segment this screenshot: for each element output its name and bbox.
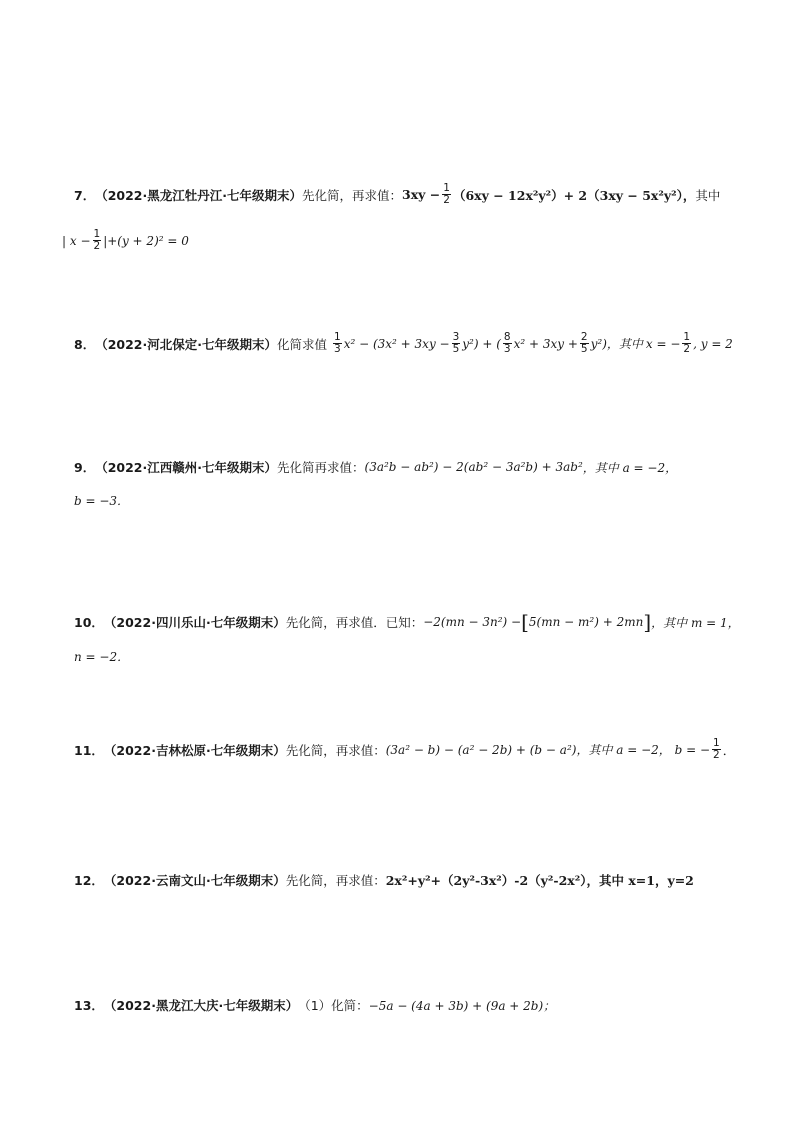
problem-instruction: 先化简，再求值： <box>285 873 386 888</box>
right-bracket: ] <box>643 610 652 634</box>
condition-part: |+(y + 2)² = 0 <box>103 233 189 248</box>
left-bracket: [ <box>521 610 529 634</box>
problem-number: 10． <box>74 615 104 630</box>
condition-part: | x − <box>62 233 91 248</box>
expression: 2x²+y²+（2y²-3x²）-2（y²-2x²），其中 x=1，y=2 <box>385 873 694 888</box>
expression: (3a² − b) − (a² − 2b) + (b − a²) <box>385 742 577 757</box>
problem-instruction: 先化简，再求值： <box>302 187 403 203</box>
expression-part: （6xy − 12x²y²）+ 2（3xy − 5x²y²）， <box>452 187 696 203</box>
condition: b = −3． <box>74 494 130 508</box>
problem-instruction: 化简求值 <box>277 336 328 352</box>
problem-number: 13． <box>74 998 104 1013</box>
problem-source: （2022·云南文山·七年级期末） <box>103 873 286 888</box>
problem-11-line1 <box>74 738 735 761</box>
expression-part: , y = 2 <box>693 336 733 351</box>
expression-part: y²) + ( <box>462 336 501 351</box>
fraction: $\frac{1}{2}$ <box>93 228 101 252</box>
problem-source: （2022·吉林松原·七年级期末） <box>103 742 286 758</box>
problem-instruction: （1）化简： <box>298 998 369 1013</box>
problem-source: （2022·黑龙江牡丹江·七年级期末） <box>95 187 302 203</box>
problem-tail: 其中 <box>695 187 721 203</box>
condition: n = −2． <box>74 650 130 664</box>
problem-source: （2022·黑龙江大庆·七年级期末） <box>103 998 299 1013</box>
problem-tail: ，其中 a = −2， <box>582 460 678 475</box>
expression-part: 5(mn − m²) + 2mn <box>528 615 644 629</box>
problem-instruction: 先化简，再求值： <box>285 742 386 758</box>
expression: −5a − (4a + 3b) + (9a + 2b)； <box>368 998 556 1013</box>
problem-10-line2 <box>74 648 129 665</box>
fraction: $\frac{3}{5}$ <box>452 331 460 355</box>
problem-end: ． <box>722 742 736 758</box>
expression-part: −2(mn − 3n²) − <box>423 615 522 629</box>
problem-9-line1 <box>74 458 677 476</box>
expression-part: x² + 3xy + <box>513 336 578 351</box>
expression-part: 3xy − <box>402 187 441 202</box>
problem-number: 7． <box>74 187 96 203</box>
expression: (3a²b − ab²) − 2(ab² − 3a²b) + 3ab² <box>364 460 583 474</box>
fraction: $\frac{1}{2}$ <box>443 182 450 206</box>
problem-12-line1 <box>74 871 694 889</box>
expression-part: y²)，其中 <box>590 337 643 351</box>
fraction: $\frac{1}{2}$ <box>713 737 720 761</box>
fraction: $\frac{1}{2}$ <box>683 331 691 355</box>
problem-number: 9． <box>74 460 96 475</box>
problem-instruction: 先化简再求值： <box>277 460 365 475</box>
problem-13-line1 <box>74 996 555 1014</box>
problem-number: 8． <box>74 336 96 352</box>
fraction: $\frac{2}{5}$ <box>580 331 588 355</box>
fraction: $\frac{1}{3}$ <box>334 331 341 355</box>
problem-7-line2 <box>62 229 189 252</box>
problem-instruction: 先化简，再求值．已知： <box>285 615 424 630</box>
problem-number: 12． <box>74 873 104 888</box>
problem-7-line1 <box>74 183 720 206</box>
problem-8-line1 <box>74 332 733 355</box>
problem-10-line1 <box>74 612 740 632</box>
problem-source: （2022·河北保定·七年级期末） <box>95 336 277 352</box>
fraction: $\frac{8}{3}$ <box>503 331 511 355</box>
expression-part: x = − <box>645 336 681 351</box>
expression-part: x² − (3x² + 3xy − <box>343 336 450 351</box>
problem-source: （2022·江西赣州·七年级期末） <box>95 460 277 475</box>
problem-number: 11． <box>74 742 104 758</box>
problem-tail: ，其中 m = 1， <box>651 615 740 630</box>
problem-9-line2 <box>74 492 129 509</box>
problem-source: （2022·四川乐山·七年级期末） <box>103 615 286 630</box>
problem-tail: ，其中 a = −2， b = − <box>576 743 711 757</box>
